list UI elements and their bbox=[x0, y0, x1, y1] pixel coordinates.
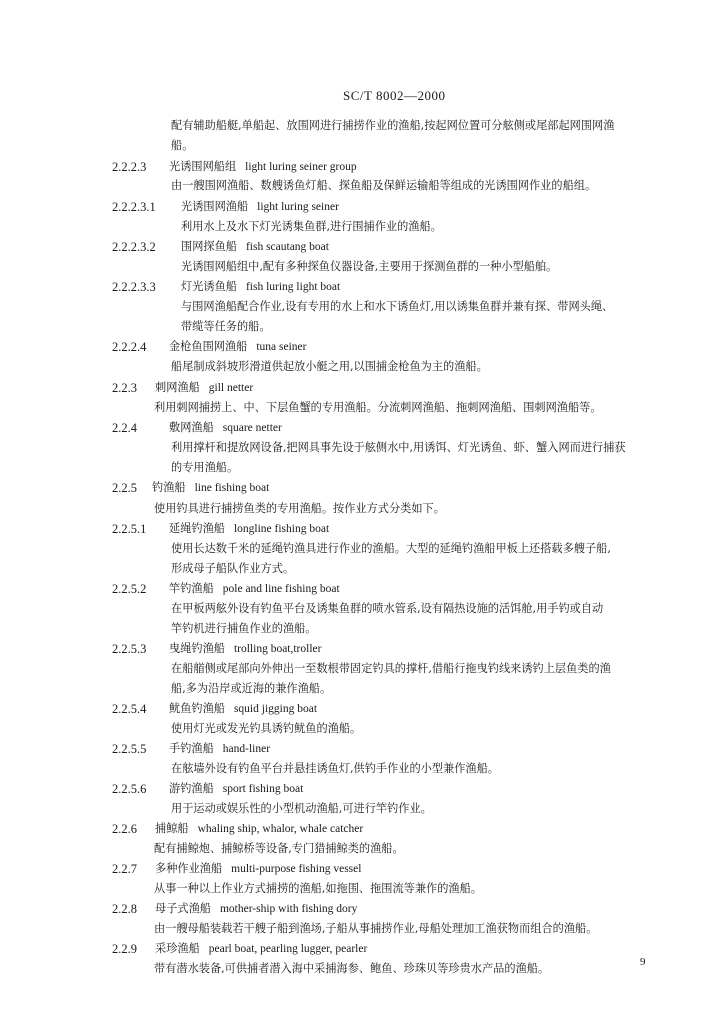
clause-number: 2.2.2.3.2 bbox=[112, 240, 156, 254]
term-chinese: 曳绳钓渔船 bbox=[169, 642, 225, 655]
definition-text: 用于运动或娱乐性的小型机动渔船,可进行竿钓作业。 bbox=[171, 802, 432, 815]
term-english: tuna seiner bbox=[256, 341, 307, 353]
clause-title bbox=[169, 521, 329, 537]
definition-text: 由一艘母船装载若干艘子船到渔场,子船从事捕捞作业,母船处理加工渔获物而组合的渔船。 bbox=[154, 922, 598, 935]
definition-text: 形成母子船队作业方式。 bbox=[171, 562, 295, 575]
clause-title bbox=[155, 821, 363, 837]
clause-number: 2.2.5 bbox=[112, 481, 137, 495]
term-english: whaling ship, whalor, whale catcher bbox=[197, 823, 364, 835]
definition-text: 配有辅助船艇,单船起、放围网进行捕捞作业的渔船,按起网位置可分舷侧或尾部起网围网渔 bbox=[171, 119, 615, 132]
term-english: sport fishing boat bbox=[222, 783, 304, 795]
term-english: gill netter bbox=[208, 382, 254, 394]
term-chinese: 捕鲸船 bbox=[155, 822, 189, 835]
definition-text: 竿钓机进行捕鱼作业的渔船。 bbox=[171, 622, 317, 635]
term-english: square netter bbox=[222, 422, 282, 434]
clause-number: 2.2.5.1 bbox=[112, 522, 147, 536]
clause-title bbox=[169, 781, 303, 797]
clause-title bbox=[155, 941, 367, 957]
term-chinese: 钓渔船 bbox=[152, 481, 186, 494]
definition-text: 与围网渔船配合作业,设有专用的水上和水下诱鱼灯,用以诱集鱼群并兼有探、带网头绳、 bbox=[181, 300, 614, 313]
clause-number: 2.2.5.4 bbox=[112, 702, 147, 716]
term-chinese: 敷网渔船 bbox=[169, 421, 214, 434]
term-english: hand-liner bbox=[222, 743, 271, 755]
clause-number: 2.2.5.3 bbox=[112, 642, 147, 656]
clause-title bbox=[169, 339, 306, 355]
clause-title bbox=[155, 380, 253, 396]
standard-code: SC/T 8002—2000 bbox=[343, 88, 446, 103]
term-english: pearl boat, pearling lugger, pearler bbox=[208, 943, 368, 955]
clause-number: 2.2.8 bbox=[112, 902, 137, 916]
term-chinese: 母子式渔船 bbox=[155, 902, 211, 915]
definition-text: 利用水上及水下灯光诱集鱼群,进行围捕作业的渔船。 bbox=[181, 220, 442, 233]
term-chinese: 鱿鱼钓渔船 bbox=[169, 702, 225, 715]
term-chinese: 延绳钓渔船 bbox=[169, 522, 225, 535]
definition-text: 在甲板两舷外设有钓鱼平台及诱集鱼群的喷水管系,设有隔热设施的活饵舱,用手钓或自动 bbox=[171, 602, 604, 615]
clause-title bbox=[181, 199, 339, 215]
clause-number: 2.2.4 bbox=[112, 421, 137, 435]
term-english: multi-purpose fishing vessel bbox=[231, 863, 362, 875]
definition-text: 由一艘围网渔船、数艘诱鱼灯船、探鱼船及保鲜运输船等组成的光诱围网作业的船组。 bbox=[171, 179, 597, 192]
definition-text: 使用长达数千米的延绳钓渔具进行作业的渔船。大型的延绳钓渔船甲板上还搭载多艘子船, bbox=[171, 542, 611, 555]
clause-title bbox=[169, 581, 340, 597]
term-chinese: 围网探鱼船 bbox=[181, 240, 237, 253]
term-english: squid jigging boat bbox=[233, 703, 318, 715]
term-chinese: 灯光诱鱼船 bbox=[181, 280, 237, 293]
term-chinese: 刺网渔船 bbox=[155, 381, 200, 394]
definition-text: 光诱围网船组中,配有多种探鱼仪器设备,主要用于探测鱼群的一种小型船舶。 bbox=[181, 260, 558, 273]
clause-title bbox=[155, 901, 357, 917]
clause-title bbox=[169, 641, 321, 657]
definition-text: 使用灯光或发光钓具诱钓鱿鱼的渔船。 bbox=[171, 722, 362, 735]
clause-number: 2.2.5.5 bbox=[112, 742, 147, 756]
clause-number: 2.2.2.4 bbox=[112, 340, 147, 354]
definition-text: 使用钓具进行捕捞鱼类的专用渔船。按作业方式分类如下。 bbox=[154, 502, 445, 515]
definition-text: 配有捕鲸炮、捕鲸桥等设备,专门猎捕鲸类的渔船。 bbox=[154, 842, 404, 855]
term-english: fish luring light boat bbox=[245, 281, 341, 293]
term-chinese: 手钓渔船 bbox=[169, 742, 214, 755]
clause-number: 2.2.7 bbox=[112, 862, 137, 876]
clause-number: 2.2.2.3 bbox=[112, 160, 147, 174]
term-chinese: 多种作业渔船 bbox=[155, 862, 223, 875]
definition-text: 的专用渔船。 bbox=[171, 461, 239, 474]
clause-number: 2.2.5.2 bbox=[112, 582, 147, 596]
clause-title bbox=[152, 480, 269, 496]
term-english: fish scautang boat bbox=[245, 241, 329, 253]
definition-text: 在船艏侧或尾部向外伸出一至数根带固定钓具的撑杆,借船行拖曳钓线来诱钓上层鱼类的渔 bbox=[171, 662, 611, 675]
definition-text: 船。 bbox=[171, 139, 194, 152]
term-english: mother-ship with fishing dory bbox=[219, 903, 358, 915]
clause-title bbox=[155, 861, 361, 877]
term-english: longline fishing boat bbox=[233, 523, 330, 535]
term-english: line fishing boat bbox=[194, 482, 270, 494]
clause-title bbox=[169, 741, 270, 757]
clause-number: 2.2.2.3.1 bbox=[112, 200, 156, 214]
term-chinese: 采珍渔船 bbox=[155, 942, 200, 955]
definition-text: 带缆等任务的船。 bbox=[181, 320, 271, 333]
term-english: pole and line fishing boat bbox=[222, 583, 340, 595]
clause-title bbox=[181, 239, 329, 255]
term-chinese: 光诱围网船组 bbox=[169, 160, 237, 173]
page-number: 9 bbox=[640, 956, 646, 968]
term-chinese: 金枪鱼围网渔船 bbox=[169, 340, 248, 353]
term-chinese: 竿钓渔船 bbox=[169, 582, 214, 595]
definition-text: 船尾制成斜坡形滑道供起放小艇之用,以围捕金枪鱼为主的渔船。 bbox=[171, 360, 488, 373]
term-english: light luring seiner group bbox=[245, 161, 357, 173]
clause-number: 2.2.2.3.3 bbox=[112, 280, 156, 294]
term-chinese: 光诱围网渔船 bbox=[181, 200, 249, 213]
definition-text: 在舷墙外设有钓鱼平台并悬挂诱鱼灯,供钓手作业的小型兼作渔船。 bbox=[171, 762, 499, 775]
definition-text: 利用刺网捕捞上、中、下层鱼蟹的专用渔船。分流刺网渔船、拖刺网渔船、围刺网渔船等。 bbox=[154, 401, 602, 414]
term-chinese: 游钓渔船 bbox=[169, 782, 214, 795]
definition-text: 带有潜水装备,可供捕者潜入海中采捕海参、鲍鱼、珍珠贝等珍贵水产品的渔船。 bbox=[154, 962, 550, 975]
clause-title bbox=[169, 701, 317, 717]
clause-title bbox=[169, 420, 282, 436]
definition-text: 从事一种以上作业方式捕捞的渔船,如拖围、拖围流等兼作的渔船。 bbox=[154, 882, 482, 895]
clause-title bbox=[169, 159, 357, 175]
clause-title bbox=[181, 279, 340, 295]
term-english: light luring seiner bbox=[257, 201, 339, 213]
clause-number: 2.2.9 bbox=[112, 942, 137, 956]
clause-number: 2.2.5.6 bbox=[112, 782, 147, 796]
clause-number: 2.2.3 bbox=[112, 381, 137, 395]
definition-text: 船,多为沿岸或近海的兼作渔船。 bbox=[171, 682, 332, 695]
term-english: trolling boat,troller bbox=[233, 643, 322, 655]
clause-number: 2.2.6 bbox=[112, 822, 137, 836]
definition-text: 利用撑杆和提放网设备,把网具事先设于舷侧水中,用诱饵、灯光诱鱼、虾、蟹入网而进行捕获 bbox=[171, 441, 626, 454]
